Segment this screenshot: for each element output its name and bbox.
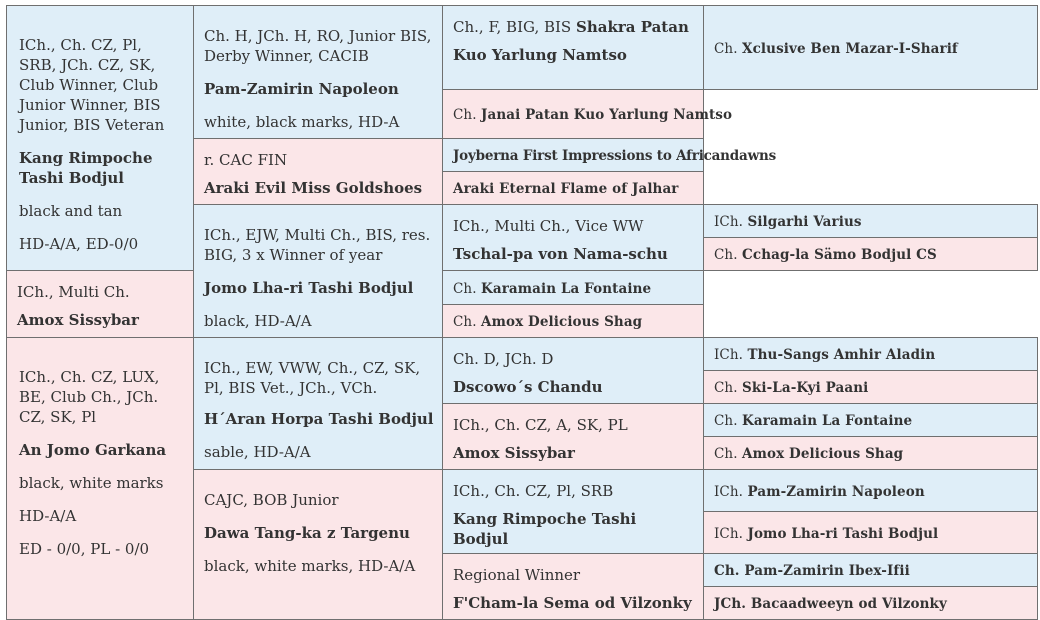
gen4-name: Amox Delicious Shag	[742, 446, 904, 462]
gen4-cell-10	[704, 371, 1038, 404]
gen4-name: Amox Delicious Shag	[481, 314, 643, 330]
sire-color: black and tan	[19, 202, 123, 220]
gen3-cell-7	[443, 470, 704, 554]
gen3-cell-6	[443, 404, 704, 470]
gen3-name: Amox Sissybar	[17, 311, 139, 329]
gen3-name: Amox Sissybar	[453, 444, 575, 462]
gen4-name: Araki Eternal Flame of Jalhar	[453, 181, 679, 197]
gen3-name: Kang Rimpoche Tashi Bodjul	[453, 510, 637, 548]
gen3-titles: Ch., F, BIG, BIS Shakra Patan	[453, 18, 689, 36]
gen3-cell-5	[443, 338, 704, 404]
gen4-name: Janai Patan Kuo Yarlung Namtso	[481, 107, 733, 124]
gen4-title: Ch.	[453, 280, 477, 297]
gen3-titles: ICh., Ch. CZ, A, SK, PL	[453, 416, 628, 434]
gen2-detail: black, white marks, HD-A/A	[204, 557, 416, 575]
gen4-name: Jomo Lha-ri Tashi Bodjul	[747, 525, 939, 542]
gen3-name: Tschal-pa von Nama-schu	[453, 245, 668, 263]
gen3-cell-4	[7, 271, 194, 338]
gen3-cell-3	[443, 205, 704, 271]
gen2-sire-dam-cell	[194, 205, 443, 338]
gen4-title: ICh.	[714, 483, 744, 500]
gen3-titles: ICh., Multi Ch., Vice WW	[453, 217, 644, 235]
gen4-title: Ch.	[714, 247, 738, 263]
gen4-name: Ch. Pam-Zamirin Ibex-Ifii	[714, 563, 910, 579]
gen4-cell-8	[443, 305, 704, 338]
gen4-name: Thu-Sangs Amhir Aladin	[747, 347, 936, 363]
gen4-name: Cchag-la Sämo Bodjul CS	[742, 247, 937, 263]
gen4-name: Ski-La-Kyi Paani	[742, 380, 869, 396]
gen4-name: Xclusive Ben Mazar-I-Sharif	[742, 40, 958, 57]
gen3-cell-8	[443, 554, 704, 620]
gen2-titles: ICh., EJW, Multi Ch., BIS, res. BIG, 3 x Winner of year	[204, 226, 431, 264]
gen4-title: Ch.	[453, 107, 477, 124]
gen4-name: Joyberna First Impressions to Africandawns	[453, 148, 777, 164]
gen4-cell-3	[443, 139, 777, 172]
gen4-name: Silgarhi Varius	[747, 214, 862, 230]
gen3-cell-2	[194, 139, 443, 205]
gen4-title: Ch.	[714, 446, 738, 462]
gen3-titles: Regional Winner	[453, 566, 581, 584]
dam-name: An Jomo Garkana	[19, 441, 167, 459]
gen4-name: Karamain La Fontaine	[742, 413, 913, 429]
gen2-titles: CAJC, BOB Junior	[204, 491, 339, 509]
gen3-cell-1	[443, 6, 704, 90]
gen2-name: Jomo Lha-ri Tashi Bodjul	[204, 279, 414, 297]
gen3-titles: ICh., Ch. CZ, Pl, SRB	[453, 482, 614, 500]
gen3-titles: ICh., Multi Ch.	[17, 283, 130, 301]
gen4-cell-4	[443, 172, 704, 205]
gen2-dam-sire-cell	[194, 338, 443, 470]
gen2-sire-sire-cell	[194, 6, 443, 139]
gen2-detail: black, HD-A/A	[204, 312, 312, 330]
gen2-detail: white, black marks, HD-A	[204, 113, 400, 131]
pedigree-table	[6, 5, 1038, 620]
gen2-name: Dawa Tang-ka z Targenu	[204, 524, 410, 542]
gen2-dam-dam-cell	[194, 470, 443, 620]
gen3-titles: Ch. D, JCh. D	[453, 350, 554, 368]
gen2-name: H´Aran Horpa Tashi Bodjul	[204, 410, 434, 428]
gen3-name: Dscowo´s Chandu	[453, 378, 603, 396]
gen4-title: Ch.	[714, 413, 738, 429]
gen4-title: ICh.	[714, 525, 744, 542]
gen4-cell-15	[704, 554, 1038, 587]
dam-health-2: ED - 0/0, PL - 0/0	[19, 540, 150, 558]
gen4-name: Pam-Zamirin Napoleon	[747, 483, 925, 500]
sire-titles: ICh., Ch. CZ, Pl, SRB, JCh. CZ, SK, Club Winner, Club Junior Winner, BIS Junior, BIS Veteran	[19, 36, 165, 134]
dam-color: black, white marks	[19, 474, 164, 492]
gen4-cell-6	[704, 238, 1038, 271]
gen4-cell-16	[704, 587, 1038, 620]
gen4-title: Ch.	[453, 314, 477, 330]
gen4-name: Karamain La Fontaine	[481, 280, 652, 297]
dam-cell	[7, 338, 194, 620]
dam-titles: ICh., Ch. CZ, LUX, BE, Club Ch., JCh. CZ, SK, Pl	[19, 368, 160, 426]
gen4-cell-13	[704, 470, 1038, 512]
gen4-cell-9	[704, 338, 1038, 371]
sire-health: HD-A/A, ED-0/0	[19, 235, 139, 253]
gen3-name: Araki Evil Miss Goldshoes	[204, 179, 423, 197]
gen2-detail: sable, HD-A/A	[204, 443, 311, 461]
gen4-cell-7	[443, 271, 704, 305]
gen2-titles: ICh., EW, VWW, Ch., CZ, SK, Pl, BIS Vet., JCh., VCh.	[204, 359, 421, 397]
gen3-name: Kuo Yarlung Namtso	[453, 46, 627, 64]
sire-name: Kang Rimpoche Tashi Bodjul	[19, 149, 153, 187]
gen4-cell-14	[704, 512, 1038, 554]
gen3-name-inline: Shakra Patan	[576, 18, 689, 36]
sire-cell	[7, 6, 194, 271]
dam-health: HD-A/A	[19, 507, 77, 525]
gen4-title: ICh.	[714, 214, 744, 230]
gen4-title: ICh.	[714, 347, 744, 363]
gen4-cell-1	[704, 6, 1038, 90]
gen4-title: Ch.	[714, 40, 738, 57]
gen3-titles: r. CAC FIN	[204, 151, 288, 169]
gen4-cell-11	[704, 404, 1038, 437]
gen4-name: JCh. Bacaadweeyn od Vilzonky	[714, 596, 947, 612]
gen4-cell-2	[443, 90, 733, 139]
gen4-cell-5	[704, 205, 1038, 238]
gen4-cell-12	[704, 437, 1038, 470]
gen4-title: Ch.	[714, 380, 738, 396]
gen3-name: F'Cham-la Sema od Vilzonky	[453, 594, 692, 612]
gen2-titles: Ch. H, JCh. H, RO, Junior BIS, Derby Winner, CACIB	[204, 27, 432, 65]
gen2-name: Pam-Zamirin Napoleon	[204, 80, 399, 98]
